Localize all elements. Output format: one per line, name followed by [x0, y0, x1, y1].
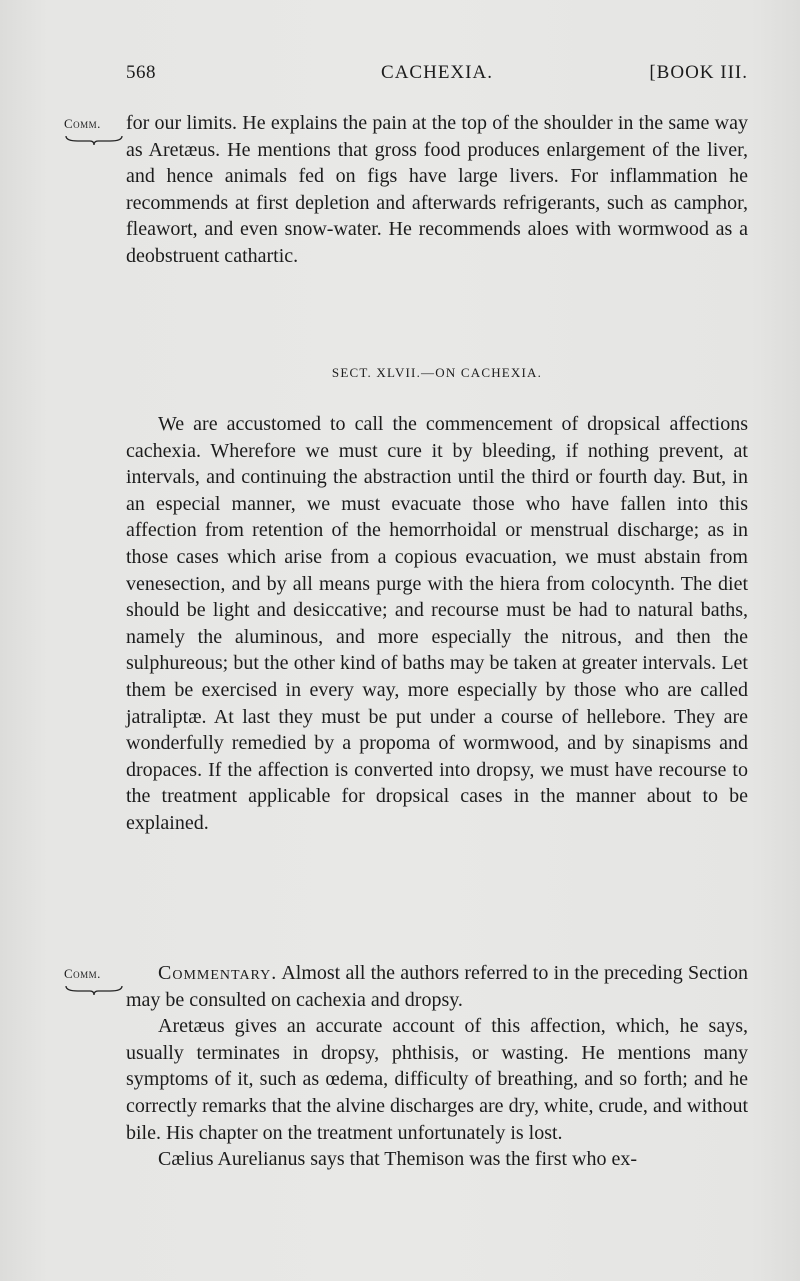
commentary-paragraph: Aretæus gives an accurate account of this affection, which, he says, usually terminates in dropsy, phthisis, or wasting. He mentions many symptoms of it, such as œdema, difficulty of breathing, and so forth; and he correctly remarks that the alvine discharges are dry, white, crude, and without bile. His chapter on the treatment unfortunately is lost.	[126, 1015, 748, 1144]
commentary-text: Almost all the authors referred to in the preceding Section may be consulted on cachexia and dropsy.	[126, 962, 748, 1011]
running-title: CACHEXIA.	[381, 62, 493, 83]
section-paragraph: We are accustomed to call the commencement of dropsical affections cachexia. Wherefore we must cure it by bleeding, if nothing prevent, at intervals, and continuing the abstraction until the third or fourth day. But, in an especial manner, we must evacuate those who have fallen into this affection from retention of the hemorrhoidal or menstrual discharge; as in those cases which arise from a copious evacuation, we must abstain from venesection, and by all means purge with the hiera from colocynth. The diet should be light and desiccative; and recourse must be had to natural baths, namely the aluminous, and more especially the nitrous, and then the sulphureous; but the other kind of baths may be taken at greater intervals. Let them be exercised in every way, more especially by those who are called jatraliptæ. At last they must be put under a course of hellebore. They are wonderfully remedied by a propoma of wormwood, and by sinapisms and dropaces. If the affection is converted into dropsy, we must have recourse to the treatment applicable for dropsical cases in the manner about to be explained.	[126, 413, 748, 834]
section-heading: SECT. XLVII.—ON CACHEXIA.	[331, 365, 543, 380]
margin-note-comm: Comm.	[64, 966, 101, 981]
commentary-label: Commentary.	[158, 962, 278, 984]
commentary-paragraph: Cælius Aurelianus says that Themison was the first who ex-	[158, 1148, 638, 1171]
commentary-body	[126, 960, 748, 1173]
running-header	[126, 62, 748, 88]
book-reference: [BOOK III.	[649, 62, 748, 83]
paragraph-text: for our limits. He explains the pain at the top of the shoulder in the same way as Aretæus. He mentions that gross food produces enlargement of the liver, and hence animals fed on figs have large livers. For inflammation he recommends at first depletion and afterwards refrigerants, such as camphor, fleawort, and even snow-water. He recommends aloes with wormwood as a deobstruent cathartic.	[126, 112, 748, 267]
section-body	[126, 411, 748, 837]
continued-paragraph	[126, 110, 748, 270]
margin-brace-icon	[64, 984, 124, 996]
margin-brace-icon	[64, 134, 124, 146]
commentary-paragraph	[126, 960, 748, 1013]
margin-note-comm: Comm.	[64, 116, 101, 131]
page-number: 568	[126, 62, 156, 83]
